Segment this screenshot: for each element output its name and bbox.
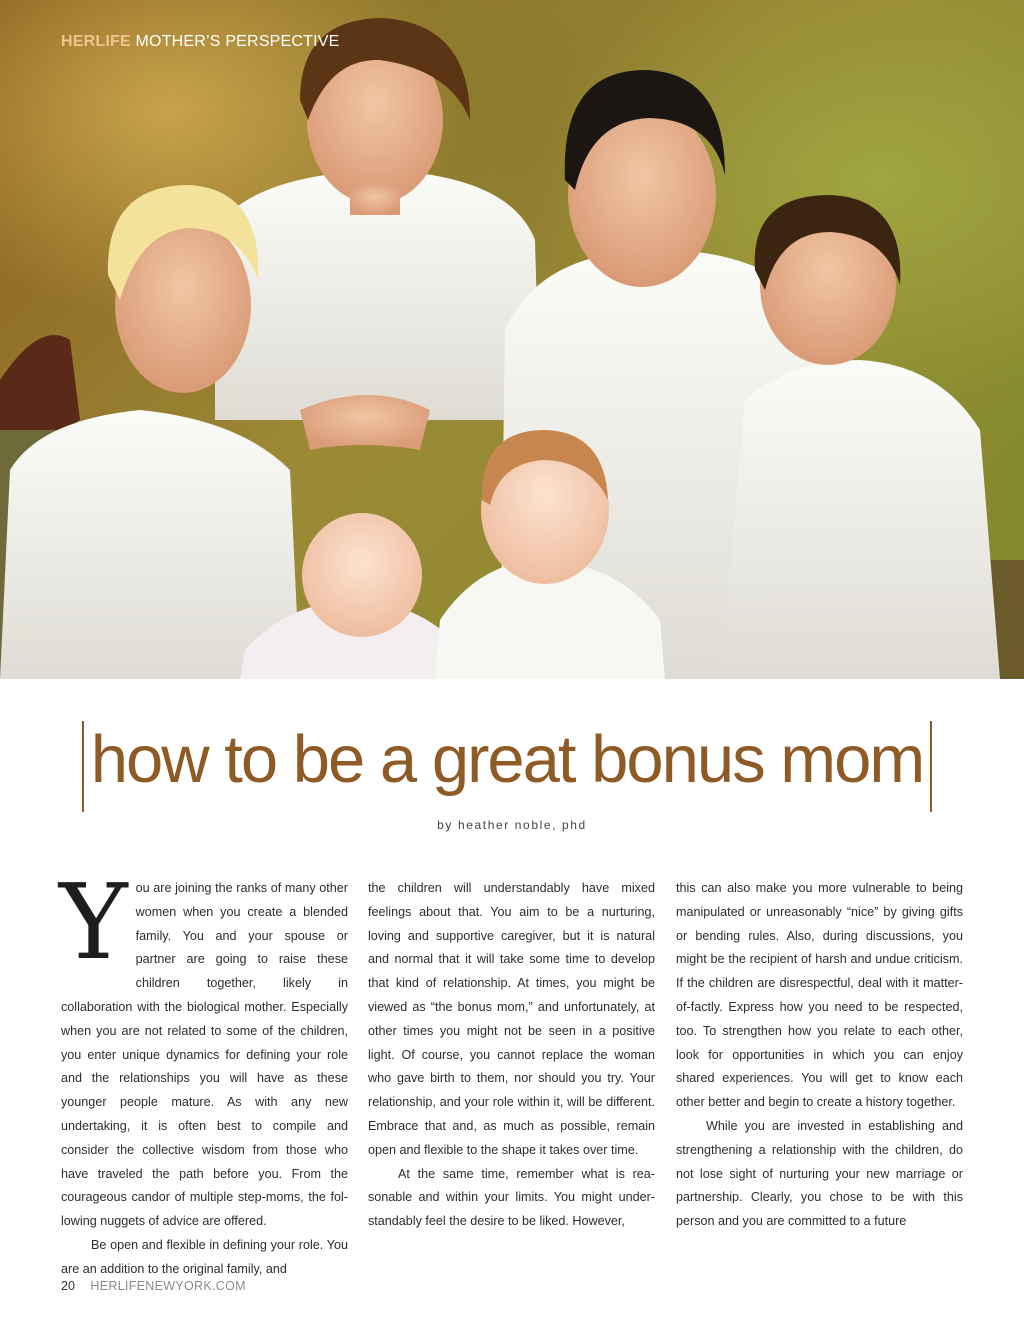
section-name: MOTHER’S PERSPECTIVE	[135, 33, 340, 50]
page-footer	[61, 1279, 246, 1293]
teen-neck	[350, 185, 400, 215]
article-byline: by heather noble, phd	[437, 818, 587, 832]
article-column-1	[59, 861, 348, 1282]
brand-name: HERLIFE	[61, 33, 131, 50]
article-column-3	[676, 877, 963, 1234]
teen-arms	[300, 395, 430, 450]
article-column-2	[368, 877, 655, 1234]
article-title: how to be a great bonus mom	[90, 722, 924, 797]
paragraph: While you are invested in establishing and strengthening a relationship with the children, do not lose sight of nurturing your new marriage or partnership. Clearly, you chose to be with this person and you are committed to a future	[676, 1118, 963, 1229]
paragraph: this can also make you more vulnerable to being manipulated or unreasonably “nice” by giving gifts or bending rules. Also, during discussions, you might be the recipient of harsh and undue criticism. If the children are disrespectful, deal with it matter-of-factly. Express how you need to be respected, too. To strengthen how you relate to each other, look for opportunities in which you can enjoy shared experiences. You will get to know each other better and begin to create a history together.	[676, 881, 963, 1110]
paragraph: At the same time, remember what is reasonable and within your limits. You might understandably feel the desire to be liked. However,	[368, 1166, 655, 1229]
mother-blouse	[0, 410, 300, 679]
website-link[interactable]: HERLIFENEWYORK.COM	[90, 1279, 246, 1293]
paragraph: Be open and flexible in defining your role. You are an addition to the original family, and	[61, 1237, 348, 1276]
paragraph: the children will understandably have mixed feelings about that. You aim to be a nurturing, loving and supportive caregiver, but it is natural and normal that it will take some time to develop that kind of relationship. At times, you might be viewed as “the bonus mom,” and unfortunately, at other times you might not be seen in a positive light. Of course, you cannot replace the woman who gave birth to them, nor should you try. Your relationship, and your role within it, will be different. Embrace that and, as much as possible, remain open and flexible to the shape it takes over time.	[368, 881, 655, 1157]
baby-left-face	[302, 513, 422, 637]
drop-cap: Y	[59, 861, 128, 983]
headline-rule-left	[82, 721, 84, 812]
headline-rule-right	[930, 721, 932, 812]
boy-shirt	[720, 360, 1000, 679]
section-label	[61, 33, 340, 51]
page-number: 20	[61, 1279, 75, 1293]
paragraph: ou are joining the ranks of many other women when you create a blended family. You and your spouse or partner are going to raise these children together, likely in collaboration with the biological mother. Especially when you are not related to some of the children, you enter unique dynamics for defining your role and the relationships you will have as these younger people mature. As with any new undertaking, it is often best to compile and consider the collective wisdom from those who have traveled the path before you. From the courageous candor of multiple step-moms, the following nuggets of advice are offered.	[61, 881, 348, 1229]
